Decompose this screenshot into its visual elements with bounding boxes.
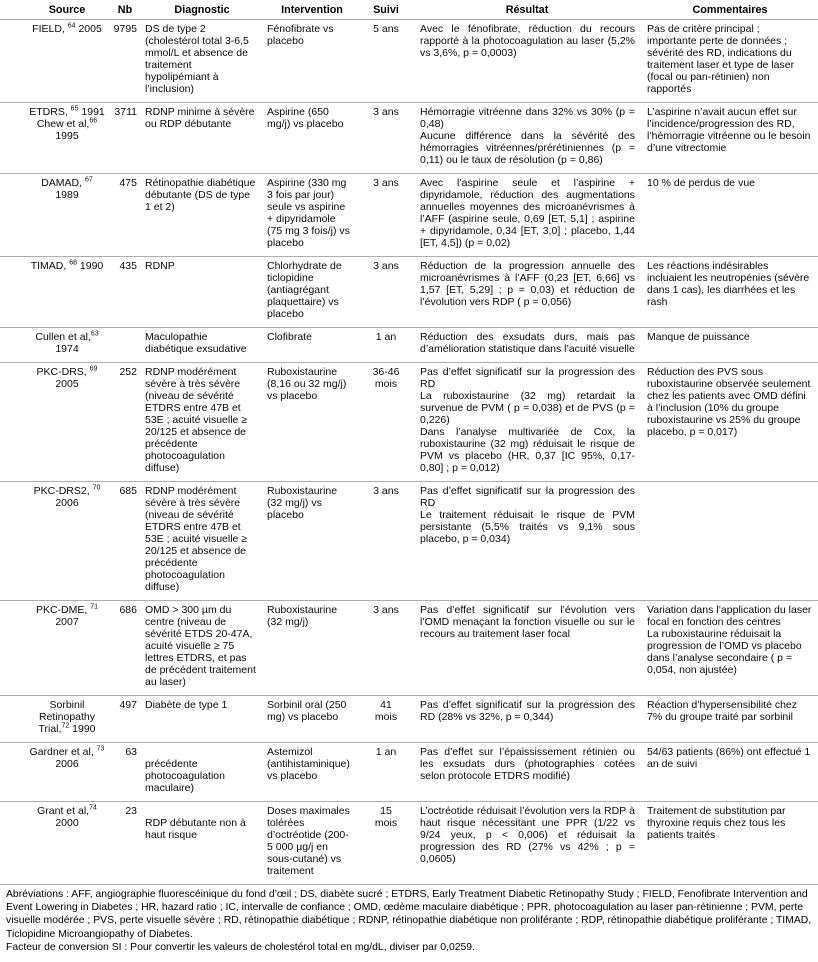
source-line xyxy=(26,366,108,378)
table-header-row xyxy=(0,0,818,20)
cell-intervention xyxy=(264,482,360,601)
cell-paragraph: mois xyxy=(374,378,398,390)
reference-number: 63 xyxy=(90,330,99,338)
cell-nb: 23 xyxy=(112,802,140,885)
cell-paragraph: Astemizol (antihistaminique) vs placebo xyxy=(267,746,350,782)
cell-intervention xyxy=(264,20,360,103)
table-row xyxy=(0,802,818,885)
source-text: Chew et al, xyxy=(36,118,90,130)
source-line xyxy=(26,118,108,130)
source-text: PKC-DRS2, xyxy=(33,485,93,497)
source-line xyxy=(26,723,108,735)
footnote-line: Facteur de conversion SI : Pour convertir les valeurs de cholestérol total en mg/dL, diviser par 0,0259. xyxy=(6,941,475,953)
reference-number: 67 xyxy=(84,176,93,184)
reference-number: 73 xyxy=(96,745,105,753)
table-row xyxy=(0,328,818,363)
column-header-diagnostic: Diagnostic xyxy=(140,0,264,20)
cell-suivi xyxy=(360,103,412,174)
table-body xyxy=(0,20,818,885)
table-row xyxy=(0,743,818,802)
reference-number: 69 xyxy=(89,365,98,373)
cell-paragraph: La ruboxistaurine réduisait la progression de l’OMD vs placebo dans l’analyse secondaire ( p = 0,054, non ajustée) xyxy=(647,628,802,676)
source-text: Retinopathy xyxy=(38,711,96,723)
cell-nb: 497 xyxy=(112,696,140,743)
cell-source xyxy=(0,601,112,696)
table-row xyxy=(0,601,818,696)
cell-paragraph: RDNP modérément sévère à très sévère (niveau de sévérité ETDRS entre 47B et 53E ; acuité visuelle ≥ 20/125 et absence de précédente photocoagulation diffuse) xyxy=(145,485,248,593)
cell-nb: 475 xyxy=(112,174,140,257)
cell-paragraph: Pas de critère principal ; importante perte de données ; sévérité des RD, indications du traitement laser et type de laser (focal ou pan-rétinien) non rapportés xyxy=(647,23,795,95)
cell-suivi xyxy=(360,802,412,885)
source-text: ETDRS, xyxy=(29,106,71,118)
source-line xyxy=(26,331,108,343)
cell-paragraph: 15 xyxy=(380,805,392,817)
source-text: 1989 xyxy=(55,189,79,201)
cell-paragraph: Chlorhydrate de ticlopidine (antiagrégant plaquettaire) vs placebo xyxy=(267,260,342,320)
cell-commentaires xyxy=(642,328,818,363)
source-line xyxy=(26,177,108,189)
cell-paragraph: Ruboxistaurine (32 mg/j) vs placebo xyxy=(267,485,338,521)
source-text: PKC-DME, xyxy=(35,604,91,616)
source-line xyxy=(26,485,108,497)
cell-source xyxy=(0,328,112,363)
source-line xyxy=(26,817,108,829)
cell-resultat xyxy=(412,174,642,257)
source-line xyxy=(26,699,108,711)
cell-diagnostic xyxy=(140,363,264,482)
cell-paragraph: Diabète de type 1 xyxy=(145,699,228,711)
cell-resultat xyxy=(412,20,642,103)
source-text: 1990 xyxy=(69,723,96,735)
cell-paragraph: Doses maximales tolérées d’octréotide (200-5 000 µg/j en sous-cutané) vs traitement xyxy=(267,805,350,877)
cell-resultat xyxy=(412,482,642,601)
source-line xyxy=(26,23,108,35)
cell-paragraph: 3 ans xyxy=(373,485,399,497)
source-line xyxy=(26,746,108,758)
cell-intervention xyxy=(264,103,360,174)
source-text: 2006 xyxy=(55,758,79,770)
cell-intervention xyxy=(264,601,360,696)
cell-paragraph: Aspirine (330 mg 3 fois par jour) seule vs aspirine + dipyridamole (75 mg 3 fois/j) vs placebo xyxy=(267,177,350,249)
cell-source xyxy=(0,696,112,743)
cell-paragraph: RDNP minime à sévère ou RDP débutante xyxy=(145,106,255,130)
cell-resultat xyxy=(412,328,642,363)
cell-paragraph: 3 ans xyxy=(373,260,399,272)
cell-paragraph: OMD > 300 µm du centre (niveau de sévérité ETDS 20-47A, acuité visuelle ≥ 75 lettres ETDRS, et pas de précédent traitement au laser) xyxy=(145,604,256,688)
cell-nb: 9795 xyxy=(112,20,140,103)
cell-paragraph: 1 an xyxy=(375,331,397,343)
cell-paragraph xyxy=(145,746,256,758)
cell-paragraph: précédente photocoagulation maculaire) xyxy=(145,758,225,794)
cell-intervention xyxy=(264,363,360,482)
cell-paragraph: Les réactions indésirables incluaient les neutropénies (sévère dans 1 cas), les diarrhées et les rash xyxy=(647,260,810,308)
cell-nb: 685 xyxy=(112,482,140,601)
cell-paragraph: RDNP modérément sévère à très sévère (niveau de sévérité ETDRS entre 47B et 53E ; acuité visuelle ≥ 20/125 et absence de précédente photocoagulation diffuse) xyxy=(145,366,248,474)
cell-paragraph: Avec le fénofibrate, réduction du recours rapporté à la photocoagulation au laser (5,2% vs 3,6%, p = 0,0003) xyxy=(420,23,635,59)
cell-paragraph: 36-46 xyxy=(372,366,400,378)
column-header-resultat: Résultat xyxy=(412,0,642,20)
cell-paragraph: 3 ans xyxy=(373,106,399,118)
cell-paragraph: 3 ans xyxy=(373,177,399,189)
cell-diagnostic xyxy=(140,174,264,257)
cell-paragraph: Pas d’effet significatif sur la progression des RD xyxy=(420,485,635,509)
cell-suivi xyxy=(360,696,412,743)
cell-paragraph: 41 xyxy=(380,699,392,711)
cell-paragraph: 54/63 patients (86%) ont effectué 1 an de suivi xyxy=(647,746,811,770)
cell-commentaires xyxy=(642,802,818,885)
source-text: DAMAD, xyxy=(41,177,85,189)
reference-number: 68 xyxy=(69,259,77,267)
cell-suivi xyxy=(360,743,412,802)
column-header-source: Source xyxy=(0,0,112,20)
cell-paragraph: Fénofibrate vs placebo xyxy=(267,23,334,47)
source-text: 1974 xyxy=(55,343,79,355)
cell-nb: 3711 xyxy=(112,103,140,174)
cell-resultat xyxy=(412,257,642,328)
cell-resultat xyxy=(412,363,642,482)
cell-suivi xyxy=(360,482,412,601)
column-header-intervention: Intervention xyxy=(264,0,360,20)
cell-intervention xyxy=(264,802,360,885)
cell-paragraph: L’aspirine n’avait aucun effet sur l’incidence/progression des RD, l’hémorragie vitréenne ou le besoin d’une vitrectomie xyxy=(647,106,811,154)
reference-number: 65 xyxy=(70,105,79,113)
cell-diagnostic xyxy=(140,696,264,743)
cell-paragraph: Aucune différence dans la sévérité des hémorragies vitréennes/prérétiniennes (p = 0,11) ou le taux de résolution (p = 0,86) xyxy=(420,130,635,166)
cell-intervention xyxy=(264,328,360,363)
cell-paragraph: 5 ans xyxy=(373,23,399,35)
footnotes xyxy=(0,885,818,960)
cell-nb xyxy=(112,328,140,363)
source-text: 2000 xyxy=(55,817,79,829)
cell-paragraph: mois xyxy=(374,711,398,723)
cell-paragraph: mois xyxy=(374,817,398,829)
reference-number: 74 xyxy=(89,804,97,812)
source-line xyxy=(26,343,108,355)
column-header-suivi: Suivi xyxy=(360,0,412,20)
cell-paragraph: Réaction d’hypersensibilité chez 7% du groupe traité par sorbinil xyxy=(647,699,797,723)
cell-paragraph: Réduction des exsudats durs, mais pas d’amélioration statistique dans l’acuité visuelle xyxy=(420,331,635,355)
cell-paragraph: DS de type 2 (cholestérol total 3-6,5 mmol/L et absence de traitement hypolipémiant à l’inclusion) xyxy=(145,23,249,95)
source-line xyxy=(26,711,108,723)
cell-source xyxy=(0,363,112,482)
cell-paragraph: Ruboxistaurine (8,16 ou 32 mg/j) vs placebo xyxy=(267,366,347,402)
cell-paragraph: Manque de puissance xyxy=(647,331,750,343)
cell-paragraph: Réduction des PVS sous ruboxistaurine observée seulement chez les patients avec OMD défini à l’inclusion (10% du groupe ruboxistaurine vs 25% du groupe placebo, p = 0,017) xyxy=(647,366,811,438)
cell-commentaires xyxy=(642,601,818,696)
cell-intervention xyxy=(264,174,360,257)
cell-nb: 435 xyxy=(112,257,140,328)
cell-paragraph: Rétinopathie diabétique débutante (DS de type 1 et 2) xyxy=(145,177,256,213)
cell-paragraph: Hémorragie vitréenne dans 32% vs 30% (p = 0,48) xyxy=(420,106,635,130)
footnote-line: Abréviations : AFF, angiographie fluorescéinique du fond d’œil ; DS, diabète sucré ; ETDRS, Early Treatment Diabetic Retinopathy Study ; FIELD, Fenofibrate Intervention and Event Lowering in Diabetes ; HR, hazard ratio ; IC, intervalle de confiance ; OMD, œdème maculaire diabétique ; PPR, photocoagulation au laser pan-rétinienne ; PVM, perte visuelle modérée ; PVS, perte visuelle sévère ; RD, rétinopathie diabétique ; RDNP, rétinopathie diabétique non proliférante ; RDP, rétinopathie diabétique proliférante ; TIMAD, Ticlopidine Microangiopathy of Diabetes. xyxy=(6,889,812,940)
cell-intervention xyxy=(264,696,360,743)
cell-diagnostic xyxy=(140,257,264,328)
cell-nb: 252 xyxy=(112,363,140,482)
column-header-nb: Nb xyxy=(112,0,140,20)
source-text: Sorbinil xyxy=(49,699,85,711)
cell-paragraph: Avec l’aspirine seule et l’aspirine + dipyridamole, réduction des augmentations annuelles moyennes des microanévrismes à l’AFF (aspirine seule, 0,69 [ET, 5,1] ; aspirine + dipyridamole, 0,34 [ET, 3,0] ; placebo, 1,44 [ET, 4,5]) (p = 0,02) xyxy=(420,177,635,249)
source-text: Gardner et al, xyxy=(29,746,97,758)
cell-resultat xyxy=(412,802,642,885)
cell-paragraph: Ruboxistaurine (32 mg/j) xyxy=(267,604,338,628)
table-row xyxy=(0,363,818,482)
cell-nb: 686 xyxy=(112,601,140,696)
cell-paragraph: Maculopathie diabétique exsudative xyxy=(145,331,247,355)
cell-paragraph: RDNP xyxy=(145,260,175,272)
source-text: Grant et al, xyxy=(37,805,90,817)
source-line xyxy=(26,189,108,201)
source-text: 2005 xyxy=(75,23,102,35)
cell-diagnostic xyxy=(140,103,264,174)
cell-source xyxy=(0,20,112,103)
cell-commentaires xyxy=(642,482,818,601)
cell-source xyxy=(0,802,112,885)
cell-diagnostic xyxy=(140,743,264,802)
column-header-commentaires: Commentaires xyxy=(642,0,818,20)
table-row xyxy=(0,257,818,328)
cell-paragraph: Aspirine (650 mg/j) vs placebo xyxy=(267,106,344,130)
cell-commentaires xyxy=(642,174,818,257)
cell-commentaires xyxy=(642,20,818,103)
cell-diagnostic xyxy=(140,20,264,103)
cell-intervention xyxy=(264,257,360,328)
table-row xyxy=(0,20,818,103)
table-row xyxy=(0,482,818,601)
reference-number: 66 xyxy=(89,117,98,125)
table-row xyxy=(0,103,818,174)
cell-resultat xyxy=(412,601,642,696)
cell-intervention xyxy=(264,743,360,802)
source-line xyxy=(26,497,108,509)
cell-commentaires xyxy=(642,363,818,482)
cell-paragraph: Pas d’effet significatif sur la progression des RD xyxy=(420,366,635,390)
table-header xyxy=(0,0,818,20)
cell-suivi xyxy=(360,601,412,696)
source-text: 1991 xyxy=(78,106,105,118)
reference-number: 70 xyxy=(92,484,101,492)
cell-diagnostic xyxy=(140,328,264,363)
cell-commentaires xyxy=(642,696,818,743)
cell-nb: 63 xyxy=(112,743,140,802)
source-text: PKC-DRS, xyxy=(36,366,90,378)
cell-suivi xyxy=(360,257,412,328)
cell-diagnostic xyxy=(140,482,264,601)
source-line xyxy=(26,130,108,142)
cell-paragraph xyxy=(145,805,256,817)
table-row xyxy=(0,696,818,743)
cell-paragraph: Variation dans l’application du laser focal en fonction des centres xyxy=(647,604,812,628)
cell-diagnostic xyxy=(140,802,264,885)
cell-paragraph: 1 an xyxy=(375,746,397,758)
source-line xyxy=(26,378,108,390)
cell-source xyxy=(0,482,112,601)
cell-suivi xyxy=(360,20,412,103)
cell-source xyxy=(0,257,112,328)
cell-paragraph: 10 % de perdus de vue xyxy=(647,177,755,189)
source-text: FIELD, xyxy=(32,23,68,35)
cell-paragraph: RDP débutante non à haut risque xyxy=(145,817,246,841)
source-text: 2005 xyxy=(55,378,79,390)
cell-paragraph: Clofibrate xyxy=(267,331,312,343)
source-line xyxy=(26,106,108,118)
source-line xyxy=(26,758,108,770)
cell-paragraph: Le traitement réduisait le risque de PVM persistante (5,5% traités vs 9,1% sous placebo, p = 0,034) xyxy=(420,509,635,545)
cell-paragraph: Traitement de substitution par thyroxine requis chez tous les patients traités xyxy=(647,805,786,841)
cell-diagnostic xyxy=(140,601,264,696)
reference-number: 71 xyxy=(90,603,99,611)
cell-paragraph: Pas d’effet sur l’épaississement rétinien ou les exsudats durs (photographies cotées selon protocole ETDRS modifié) xyxy=(420,746,635,782)
cell-source xyxy=(0,743,112,802)
cell-resultat xyxy=(412,103,642,174)
source-text: TIMAD, xyxy=(30,260,70,272)
cell-paragraph: Pas d’effet significatif sur la progression des RD (28% vs 32%, p = 0,344) xyxy=(420,699,635,723)
cell-paragraph: 3 ans xyxy=(373,604,399,616)
reference-number: 64 xyxy=(67,22,76,30)
cell-suivi xyxy=(360,328,412,363)
source-text: 1995 xyxy=(55,130,79,142)
reference-number: 72 xyxy=(61,722,70,730)
source-line xyxy=(26,260,108,272)
cell-commentaires xyxy=(642,743,818,802)
cell-resultat xyxy=(412,743,642,802)
source-text: Trial, xyxy=(38,723,62,735)
cell-paragraph: L’octréotide réduisait l’évolution vers la RDP à haut risque nécessitant une PPR (1/22 vs 9/24 yeux, p < 0,006) et réduisait la progression des RD (27% vs 42% ; p = 0,0605) xyxy=(420,805,635,865)
cell-paragraph: Dans l’analyse multivariée de Cox, la ruboxistaurine (32 mg) réduisait le risque de PVM vs placebo (HR, 0,37 [IC 95%, 0,17-0,80] ; p = 0,012) xyxy=(420,426,635,474)
source-text: 2006 xyxy=(55,497,79,509)
source-text: 1990 xyxy=(77,260,104,272)
cell-source xyxy=(0,103,112,174)
cell-suivi xyxy=(360,363,412,482)
source-line xyxy=(26,604,108,616)
table-row xyxy=(0,174,818,257)
cell-commentaires xyxy=(642,257,818,328)
cell-paragraph: Sorbinil oral (250 mg) vs placebo xyxy=(267,699,347,723)
source-line xyxy=(26,616,108,628)
cell-commentaires xyxy=(642,103,818,174)
source-line xyxy=(26,805,108,817)
cell-suivi xyxy=(360,174,412,257)
source-text: 2007 xyxy=(55,616,79,628)
cell-paragraph: Réduction de la progression annuelle des microanévrismes à l’AFF (0,23 [ET, 6,66] vs 1,57 [ET, 5,29] ; p = 0,03) et réduction de l’évolution vers RDP ( p = 0,056) xyxy=(420,260,635,308)
cell-paragraph: La ruboxistaurine (32 mg) retardait la survenue de PVM ( p = 0,038) et de PVS (p = 0,226) xyxy=(420,390,635,426)
cell-resultat xyxy=(412,696,642,743)
source-text: Cullen et al, xyxy=(35,331,91,343)
cell-paragraph: Pas d’effet significatif sur l’évolution vers l’OMD menaçant la fonction visuelle ou sur le recours au traitement laser focal xyxy=(420,604,635,640)
cell-source xyxy=(0,174,112,257)
